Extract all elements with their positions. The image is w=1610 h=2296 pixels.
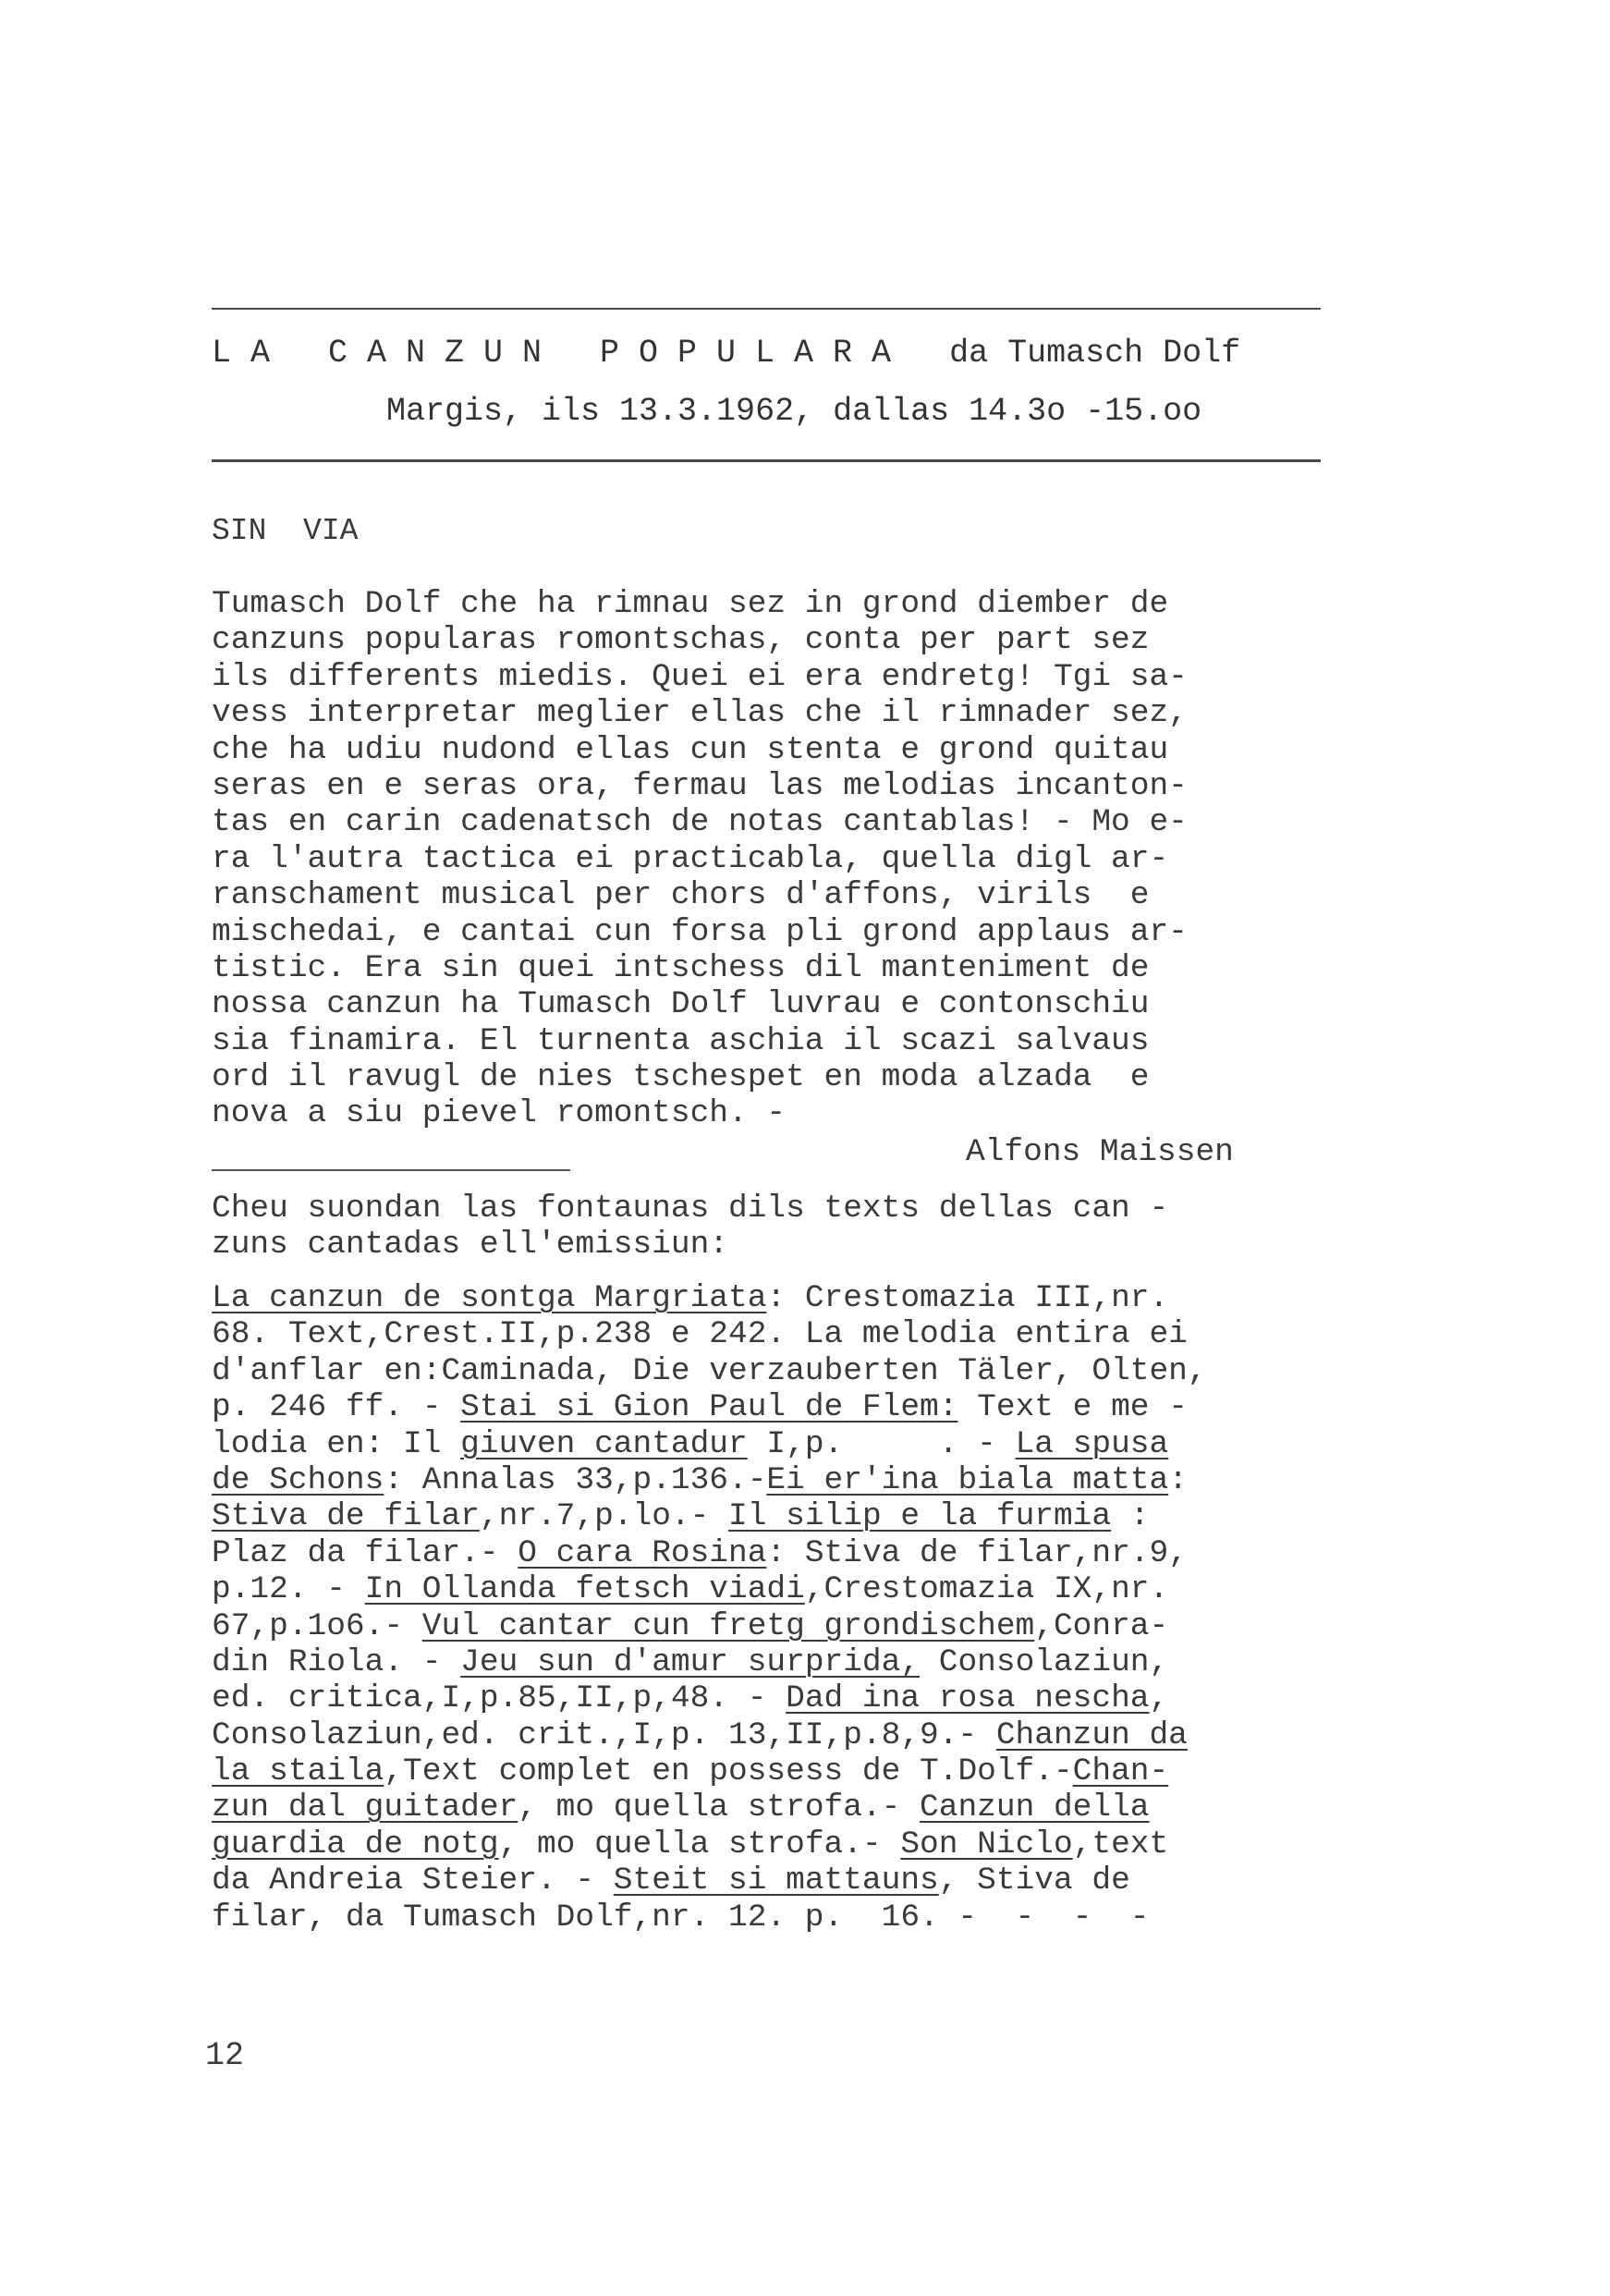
source-text: : Stiva de filar,nr.9, [766, 1534, 1188, 1571]
signature: Alfons Maissen [966, 1134, 1234, 1170]
sources-line [212, 1462, 1367, 1498]
sources-line [212, 1789, 1367, 1826]
text-line: mischedai, e cantai cun forsa pli grond applaus ar- [212, 913, 1188, 950]
header-top-rule [212, 308, 1321, 310]
source-text: : Crestomazia III,nr. [766, 1280, 1169, 1316]
source-title: zun dal guitader [212, 1789, 518, 1826]
text-line: vess interpretar meglier ellas che il rimnader sez, [212, 695, 1188, 732]
header-bottom-rule [212, 459, 1321, 462]
source-title: Chanzun da [995, 1716, 1188, 1753]
source-title: Son Niclo [900, 1826, 1073, 1862]
page-number: 12 [205, 2037, 245, 2074]
sources-line [212, 1644, 1367, 1680]
source-text: p. 246 ff. - [212, 1389, 461, 1426]
source-text: ed. critica,I,p.85,II,p,48. - [212, 1680, 787, 1717]
sources-line [212, 1316, 1367, 1352]
source-text: 67,p.1o6.- [212, 1607, 422, 1644]
source-text: d'anflar en:Caminada, Die verzauberten Täler, Olten, [212, 1352, 1207, 1389]
sources-paragraph [212, 1280, 1367, 1936]
text-line: tistic. Era sin quei intschess dil manteniment de [212, 949, 1150, 986]
source-text: ,Conra- [1034, 1607, 1169, 1644]
source-title: Ei er'ina biala matta [766, 1461, 1169, 1498]
sources-line [212, 1899, 1367, 1936]
source-text: I,p. . - [747, 1425, 1016, 1462]
source-title: Canzun della [920, 1789, 1150, 1826]
sources-line [212, 1826, 1367, 1862]
sources-line [212, 1353, 1367, 1389]
header-author: da Tumasch Dolf [949, 335, 1241, 372]
source-text: : Annalas 33,p.136.- [384, 1461, 767, 1498]
source-text: Consolaziun, [920, 1643, 1169, 1680]
header-date-line: Margis, ils 13.3.1962, dallas 14.3o -15.oo [386, 393, 1202, 430]
source-text: : [1111, 1498, 1150, 1535]
sources-line [212, 1389, 1367, 1425]
text-line: ra l'autra tactica ei practicabla, quella digl ar- [212, 840, 1169, 877]
source-title: Vul cantar cun fretg grondischem [421, 1607, 1035, 1644]
sources-line [212, 1571, 1367, 1607]
text-line: canzuns popularas romontschas, conta per part sez [212, 622, 1150, 659]
source-text: da Andreia Steier. - [212, 1862, 614, 1899]
sources-line [212, 1535, 1367, 1571]
source-title: La canzun de sontga Margriata [212, 1280, 767, 1316]
source-text: , [1149, 1680, 1169, 1717]
text-line: Cheu suondan las fontaunas dils texts dellas can - [212, 1191, 1169, 1227]
source-title: Dad ina rosa nescha [786, 1680, 1150, 1717]
intro-paragraph [212, 586, 1367, 1132]
source-title: la staila [212, 1753, 384, 1790]
sources-intro-paragraph [212, 1191, 1367, 1264]
source-title: Il silip e la furmia [728, 1498, 1112, 1535]
header-title: LA CANZUN POPULARA [212, 335, 911, 372]
source-title: giuven cantadur [460, 1425, 748, 1462]
source-title: guardia de notg [212, 1826, 499, 1862]
source-text: ,nr.7,p.lo.- [479, 1498, 729, 1535]
text-line: Tumasch Dolf che ha rimnau sez in grond diember de [212, 586, 1169, 622]
source-text: din Riola. - [212, 1643, 461, 1680]
sources-line [212, 1426, 1367, 1462]
source-title: Jeu sun d'amur surprida, [460, 1643, 921, 1680]
source-text: filar, da Tumasch Dolf,nr. 12. p. 16. - - - - [212, 1899, 1150, 1936]
source-text: Consolaziun,ed. crit.,I,p. 13,II,p.8,9.- [212, 1716, 996, 1753]
text-line: nova a siu pievel romontsch. - [212, 1095, 787, 1132]
text-line: sia finamira. El turnenta aschia il scazi salvaus [212, 1022, 1150, 1059]
source-text: ,text [1072, 1826, 1169, 1862]
source-text: ,Crestomazia IX,nr. [804, 1571, 1169, 1608]
source-title: La spusa [1015, 1425, 1169, 1462]
text-line: che ha udiu nudond ellas cun stenta e grond quitau [212, 731, 1169, 768]
source-text: lodia en: Il [212, 1425, 461, 1462]
source-text: , Stiva de [938, 1862, 1130, 1899]
source-title: Stai si Gion Paul de Flem: [460, 1389, 958, 1426]
source-text: 68. Text,Crest.II,p.238 e 242. La melodia entira ei [212, 1316, 1188, 1353]
source-title: Steit si mattauns [613, 1862, 939, 1899]
source-text: p.12. - [212, 1571, 365, 1608]
source-text: : [1168, 1461, 1188, 1498]
source-title: Chan- [1072, 1753, 1169, 1790]
source-text: , mo quella strofa.- [518, 1789, 921, 1826]
text-line: zuns cantadas ell'emissiun: [212, 1227, 728, 1264]
source-text: Plaz da filar.- [212, 1534, 518, 1571]
signature-rule [212, 1169, 570, 1171]
source-text: ,Text complet en possess de T.Dolf.- [384, 1753, 1073, 1790]
sources-line [212, 1753, 1367, 1789]
sources-line [212, 1608, 1367, 1644]
source-title: In Ollanda fetsch viadi [364, 1571, 805, 1608]
source-title: Stiva de filar [212, 1498, 480, 1535]
header-title-line [212, 335, 1240, 372]
source-title: de Schons [212, 1461, 384, 1498]
text-line: seras en e seras ora, fermau las melodias incanton- [212, 767, 1188, 804]
text-line: ils differents miedis. Quei ei era endretg! Tgi sa- [212, 658, 1188, 695]
sources-line [212, 1280, 1367, 1316]
text-line: nossa canzun ha Tumasch Dolf luvrau e contonschiu [212, 986, 1150, 1023]
text-line: ord il ravugl de nies tschespet en moda alzada e [212, 1059, 1150, 1096]
source-text: Text e me - [957, 1389, 1188, 1426]
sources-line [212, 1862, 1367, 1899]
text-line: tas en carin cadenatsch de notas cantablas! - Mo e- [212, 804, 1188, 841]
sources-line [212, 1498, 1367, 1534]
source-text: , mo quella strofa.- [498, 1826, 901, 1862]
text-line: ranschament musical per chors d'affons, virils e [212, 877, 1150, 914]
sources-line [212, 1717, 1367, 1753]
sources-line [212, 1680, 1367, 1716]
section-title: SIN VIA [212, 514, 359, 548]
source-title: O cara Rosina [518, 1534, 767, 1571]
